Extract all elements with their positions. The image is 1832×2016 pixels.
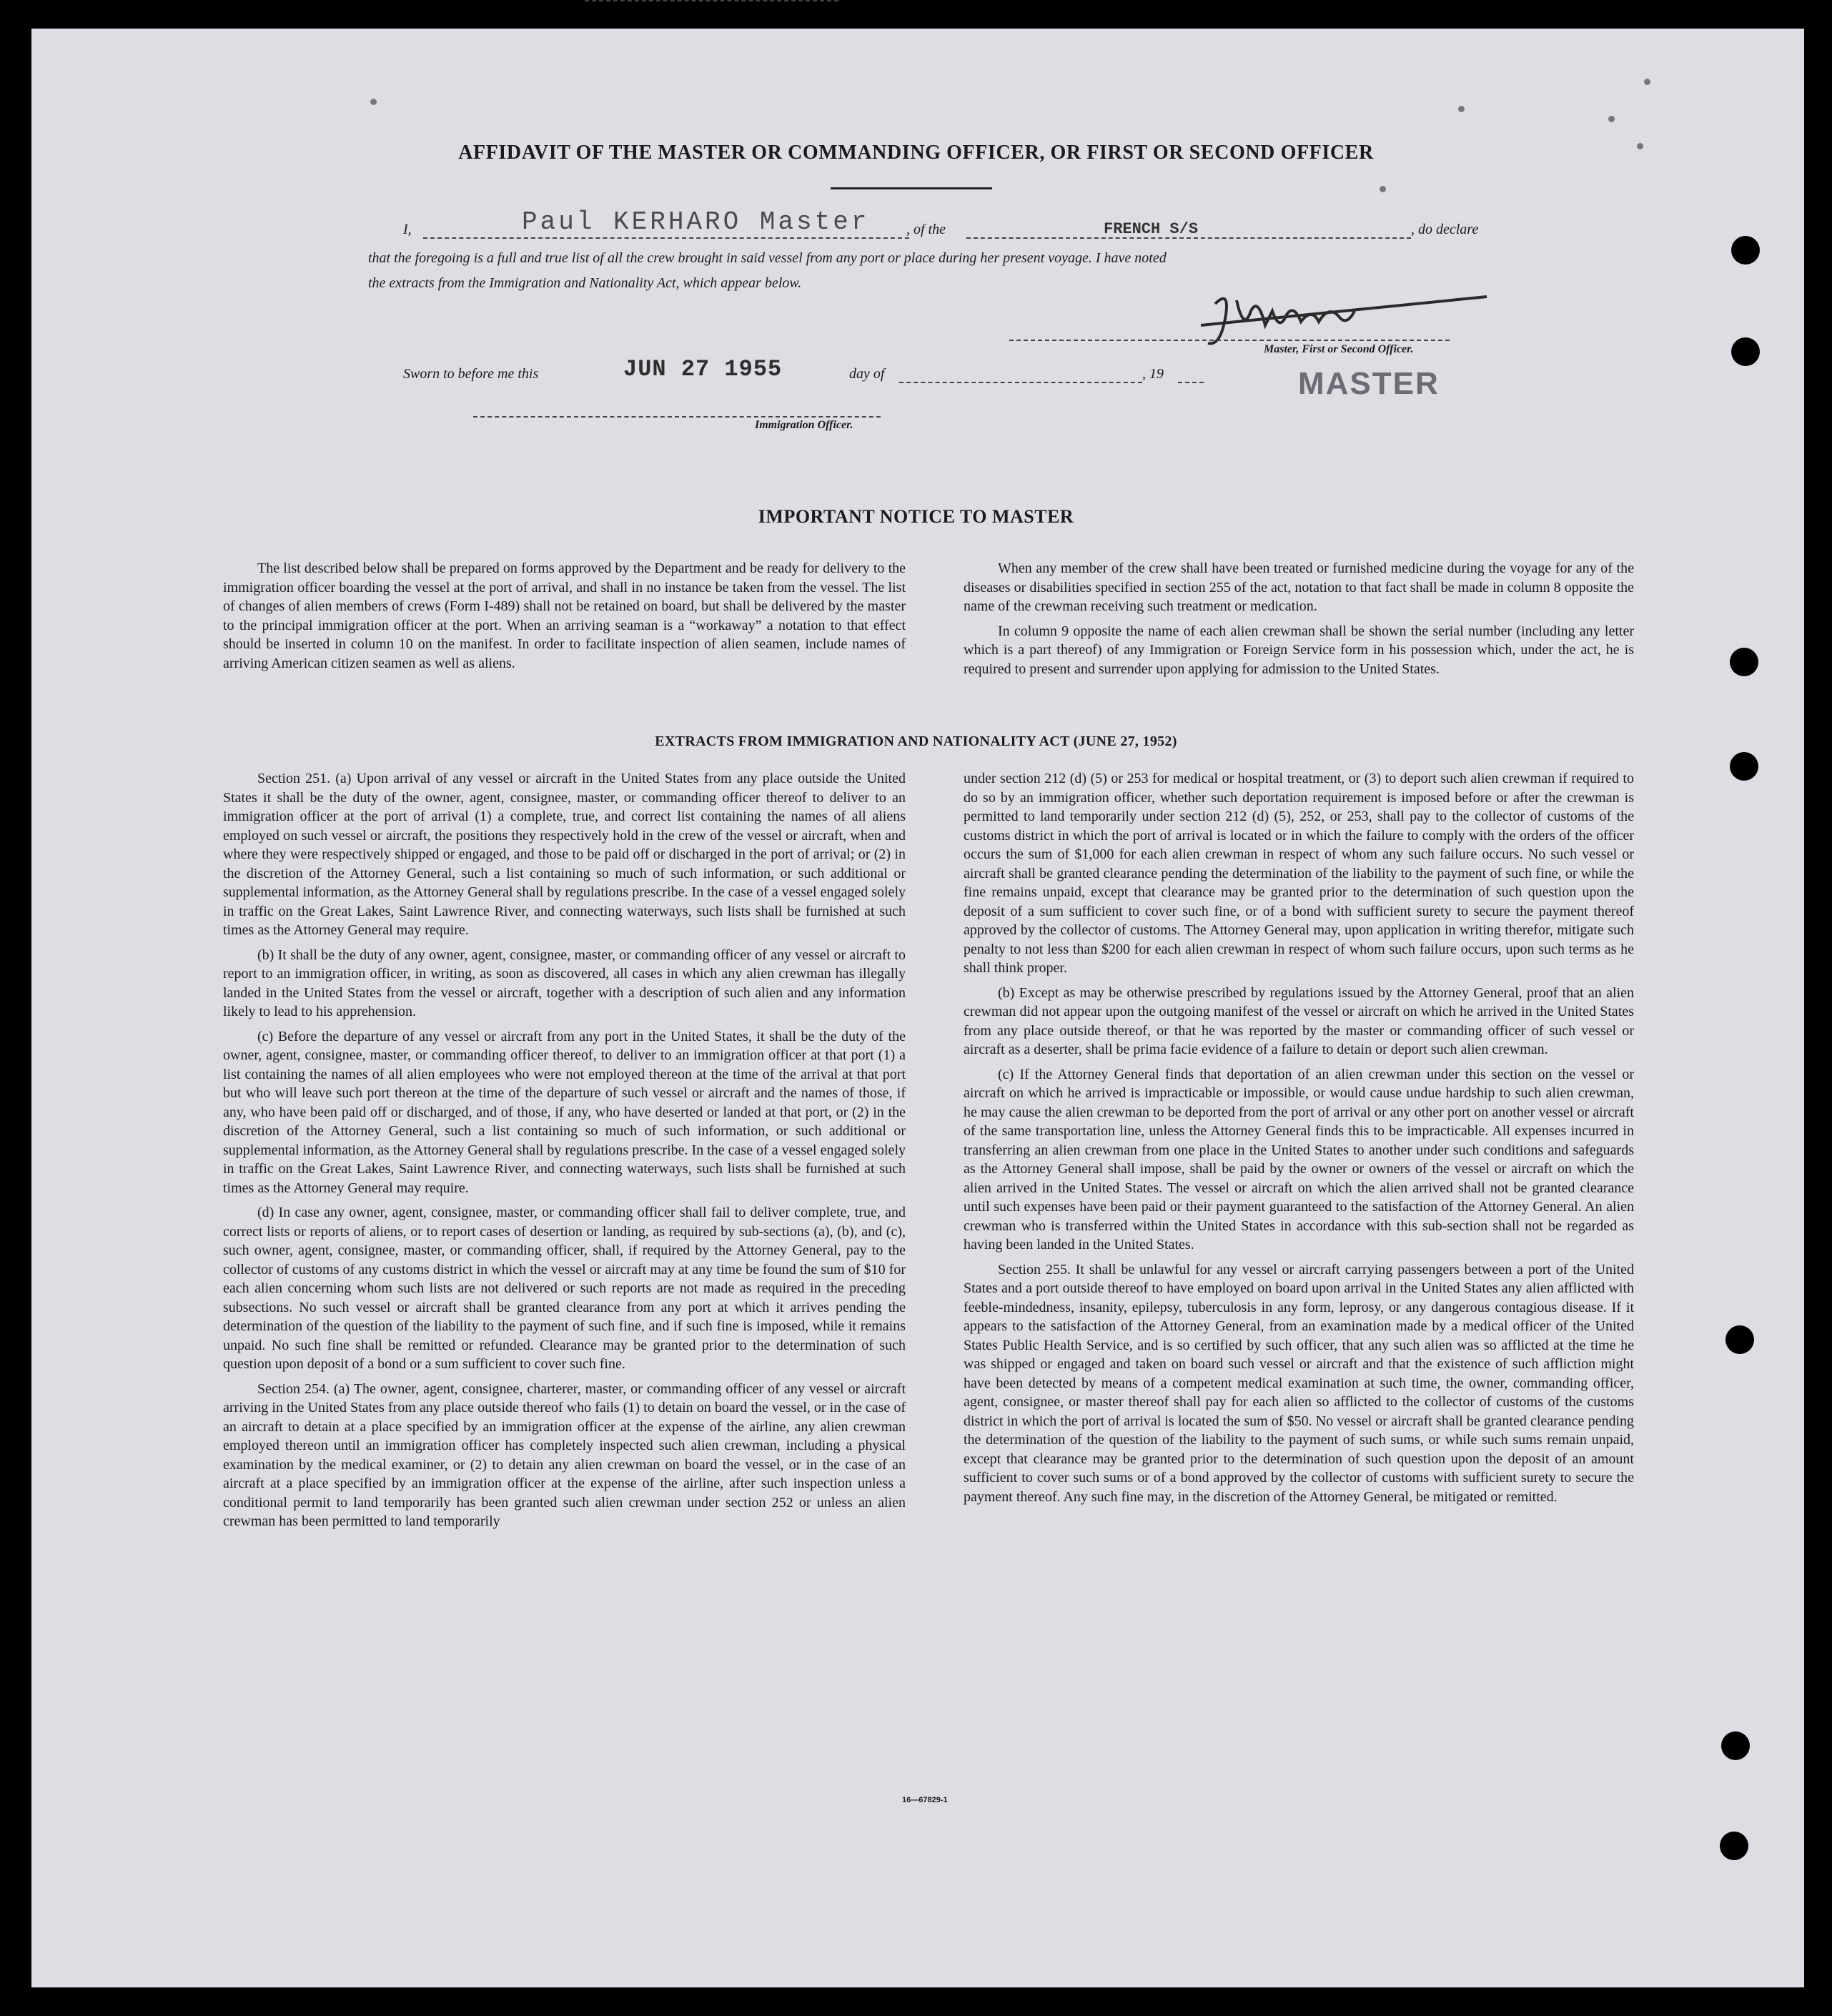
binder-hole [1731, 337, 1760, 366]
master-name: Paul KERHARO Master [522, 207, 870, 237]
binder-hole [1725, 1325, 1754, 1354]
act-section-254b: (b) Except as may be otherwise prescribed by regulations issued by the Attorney General, proof that an alien crewman did not appear upon the outgoing manifest of the vessel or aircraft on which he arrived in the United States from any place outside thereof, or that he was reported by the master or commanding officer of such vessel or aircraft as a deserter, shall be prima facie evidence of a failure to detain or deport such alien crewman. [964, 984, 1634, 1057]
affidavit-title: AFFIDAVIT OF THE MASTER OR COMMANDING OFFICER, OR FIRST OR SECOND OFFICER [458, 142, 1374, 164]
act-section-254c: (c) If the Attorney General finds that deportation of an alien crewman under this section on the vessel or aircraft on which he arrived is impracticable or impossible, or would cause undue hardship to such alien crewman, he may cause the alien crewman to be deported from the port of arrival or any other port on another vessel or aircraft of the same transportation line, unless the Attorney General finds this to be impracticable. All expenses incurred in transferring an alien crewman from one place in the United States to another under such conditions and safeguards as the Attorney General shall impose, shall be paid by the owner or owners of the vessel or aircraft on which the alien arrived in the United States. The vessel or aircraft on which the alien arrived shall not be granted clearance until such expenses have been paid or their payment guaranteed to the satisfaction of the Attorney General. An alien crewman who is transferred within the United States in accordance with this sub-section shall not be regarded as having been landed in the United States. [964, 1066, 1634, 1252]
act-section-254a-cont: under section 212 (d) (5) or 253 for medical or hospital treatment, or (3) to deport such alien crewman if required to do so by an immigration officer, whether such deportation requirement is imposed before or after the crewman is permitted to land temporarily under section 212 (d) (5), 252, or 253, shall pay to the collector of customs of the customs district in which the port of arrival is located or in which the failure to comply with the orders of the officer occurs the sum of $1,000 for each alien crewman in respect of whom any such failure occurs. No such vessel or aircraft shall be granted clearance pending the determination of the liability to the payment of such fine, or while the fine remains unpaid, except that clearance may be granted prior to the determination of such question upon the deposit of a sum sufficient to cover such fine, or of a bond with sufficient surety to secure the payment thereof approved by the collector of customs. The Attorney General may, upon application in writing therefor, mitigate such penalty to not less than $200 for each alien crewman in respect of whom such failure occurs, upon such terms as he shall think proper. [964, 771, 1634, 976]
signature-caption: Master, First or Second Officer. [1264, 343, 1414, 355]
act-section-251b: (b) It shall be the duty of any owner, agent, consignee, master, or commanding officer of any vessel or aircraft to report to an immigration officer, in writing, as soon as discovered, all cases in which any alien crewman has illegally landed in the United States from the vessel or aircraft, together with a description of such alien and any information likely to lead to his apprehension. [223, 947, 906, 1019]
notice-heading: IMPORTANT NOTICE TO MASTER [758, 506, 1074, 527]
act-section-251c: (c) Before the departure of any vessel or aircraft from any port in the United States, it shall be the duty of the owner, agent, consignee, master, or commanding officer thereof, to deliver to an immigration officer at that port (1) a list containing the names of all alien employees who were not employed thereon at the time of the arrival at that port but who will leave such port thereon at the time of the departure of such vessel or aircraft and the names of those, if any, who have been paid off or discharged, and of those, if any, who have deserted or landed at that port, or (2) in the discretion of the Attorney General, such a list containing so much of such information, or such additional or supplemental information, as the Attorney General shall by regulations prescribe. In the case of a vessel engaged solely in traffic on the Great Lakes, Saint Lawrence River, and connecting waterways, such lists shall be furnished at such times as the Attorney General may require. [223, 1028, 906, 1196]
binder-hole [1731, 236, 1760, 265]
sworn-label: Sworn to before me this [403, 366, 539, 382]
act-section-251a: Section 251. (a) Upon arrival of any vessel or aircraft in the United States from any place outside the United States it shall be the duty of the owner, agent, consignee, master, or commanding officer thereof to deliver to an immigration officer at the port of arrival (1) a complete, true, and correct list containing the names of all aliens employed on such vessel or aircraft, the positions they respectively hold in the crew of the vessel or aircraft, when and where they were respectively shipped or engaged, and those to be paid off or discharged in the port of arrival; or (2) in the discretion of the Attorney General, such a list containing so much of such information, or such additional or supplemental information, as the Attorney General shall by regulations prescribe. In the case of a vessel engaged solely in traffic on the Great Lakes, Saint Lawrence River, and connecting waterways, such lists shall be furnished at such times as the Attorney General may require. [223, 771, 906, 938]
sworn-year-line [1178, 382, 1204, 383]
sworn-month-line [899, 382, 1142, 383]
extracts-left-column [223, 769, 906, 1537]
act-section-254a: Section 254. (a) The owner, agent, consignee, charterer, master, or commanding officer of any vessel or aircraft arriving in the United States from any place outside thereof who fails (1) to detain on board the vessel, or in the case of an aircraft to detain at a place specified by an immigration officer at the expense of the airline, any alien crewman employed thereon until an immigration officer has completely inspected such alien crewman, including a physical examination by the medical examiner, or (2) to detain any alien crewman on board the vessel, or in the case of an aircraft at a place specified by an immigration officer at the expense of the airline, after such inspection unless a conditional permit to land temporarily has been granted such alien crewman under section 252 or unless an alien crewman has been permitted to land temporarily [223, 1380, 906, 1529]
sworn-day-line [585, 0, 838, 1]
i-label: I, [403, 222, 412, 237]
speck [1608, 116, 1615, 122]
officer-caption: Immigration Officer. [755, 419, 853, 431]
extracts-heading: EXTRACTS FROM IMMIGRATION AND NATIONALITY ACT (JUNE 27, 1952) [655, 733, 1177, 749]
of-the-label: , of the [906, 222, 946, 237]
binder-hole [1721, 1731, 1750, 1760]
declaration-line-2: that the foregoing is a full and true list of all the crew brought in said vessel from any port or place during her present voyage. I have noted [368, 250, 1167, 266]
master-stamp: MASTER [1298, 366, 1440, 401]
act-section-251d: (d) In case any owner, agent, consignee, master, or commanding officer shall fail to deliver complete, true, and correct lists or reports of aliens, or to report cases of desertion or landing, as required by sub-sections (a), (b), and (c), such owner, agent, consignee, master, or commanding officer, shall, if required by the Attorney General, pay to the collector of customs of any customs district in which the vessel or aircraft may at any time be found the sum of $10 for each alien concerning whom such lists are not delivered or such reports are not made as required in the preceding subsections. No such vessel or aircraft shall be granted clearance from any port at which it arrives pending the determination of the question of the liability to the payment of such fine, and if such fine is imposed, while it remains unpaid. No such fine shall be remitted or refunded. Clearance may be granted prior to the determination of such question upon deposit of a bond or a sum sufficient to cover such fine. [223, 1205, 906, 1372]
declaration-line-3: the extracts from the Immigration and Nationality Act, which appear below. [368, 275, 802, 291]
officer-signature-line [473, 416, 881, 417]
notice-right-column [964, 559, 1634, 684]
day-of-label: day of [849, 366, 885, 382]
notice-paragraph: In column 9 opposite the name of each alien crewman shall be shown the serial number (including any letter which is a part thereof) of any Immigration or Foreign Service form in his possession which, under the act, he is required to present and surrender upon applying for admission to the United States. [964, 623, 1634, 677]
binder-hole [1730, 648, 1758, 676]
speck [1637, 143, 1643, 149]
signature-line [1009, 340, 1450, 341]
do-declare-label: , do declare [1411, 222, 1479, 237]
speck [1380, 186, 1386, 192]
notice-left-column [223, 559, 906, 678]
title-rule [831, 187, 992, 189]
notice-paragraph: The list described below shall be prepared on forms approved by the Department and be ready for delivery to the immigration officer boarding the vessel at the port of arrival, and shall in no instance be taken from the vessel. The list of changes of alien members of crews (Form I-489) shall not be retained on board, but shall be delivered by the master to the principal immigration officer at the port. When an arriving seaman is a “workaway” a notation to that effect should be inserted in column 10 on the manifest. In order to facilitate inspection of alien seamen, include names of arriving American citizen seamen as well as aliens. [223, 560, 906, 671]
speck [370, 99, 377, 105]
binder-hole [1730, 752, 1758, 781]
vessel-name: FRENCH S/S [1104, 220, 1199, 238]
extracts-right-column [964, 769, 1634, 1512]
year-label: , 19 [1142, 366, 1164, 382]
form-number: 16—67829-1 [902, 1796, 948, 1804]
sworn-date-stamp: JUN 27 1955 [623, 356, 783, 382]
speck [1458, 106, 1465, 112]
speck [1644, 79, 1650, 85]
name-line [423, 237, 909, 239]
act-section-255: Section 255. It shall be unlawful for any vessel or aircraft carrying passengers between a port of the United States and a port outside thereof to have employed on board upon arrival in the United States any alien afflicted with feeble-mindedness, insanity, epilepsy, tuberculosis in any form, leprosy, or any dangerous contagious disease. If it appears to the satisfaction of the Attorney General, from an examination made by a medical officer of the United States Public Health Service, and is so certified by such officer, that any such alien was so afflicted at the time he was shipped or engaged and taken on board such vessel or aircraft and that the existence of such affliction might have been detected by means of a competent medical examination at such time, the owner, commanding officer, agent, consignee, or master thereof shall pay for each alien so afflicted to the collector of customs of the customs district in which the port of arrival is located the sum of $50. No vessel or aircraft shall be granted clearance pending the determination of the question of the liability to the payment of such sums, or while such sums remain unpaid, except that clearance may be granted prior to the determination of such question upon the deposit of an amount sufficient to cover such sums or of a bond approved by the collector of customs with sufficient surety to secure the payment thereof. Any such fine may, in the discretion of the Attorney General, be mitigated or remitted. [964, 1261, 1634, 1505]
binder-hole [1720, 1832, 1748, 1860]
notice-paragraph: When any member of the crew shall have been treated or furnished medicine during the voyage for any of the diseases or disabilities specified in section 255 of the act, notation to that fact shall be made in column 8 opposite the name of the crewman receiving such treatment or medication. [964, 560, 1634, 614]
